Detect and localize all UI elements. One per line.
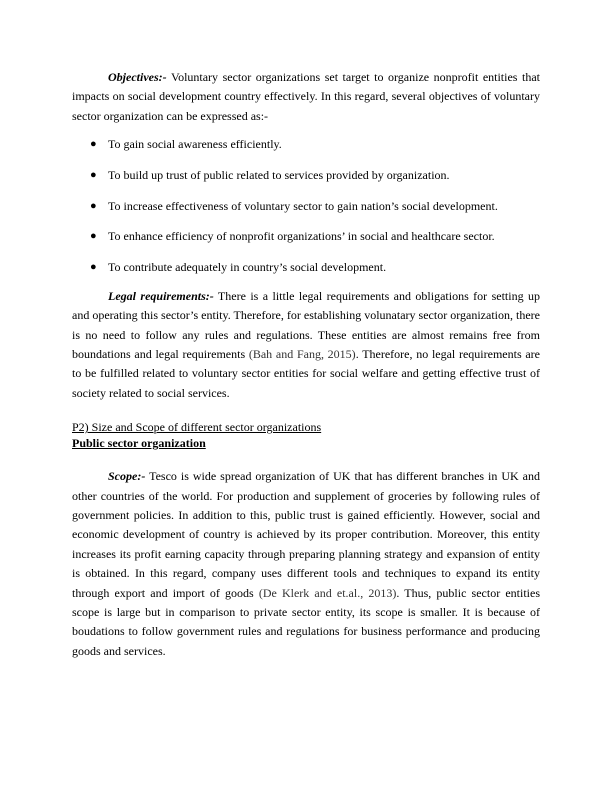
- list-item: [72, 197, 540, 216]
- objectives-text: Voluntary sector organizations set target to organize nonprofit entities that impacts on social development country effectively. In this regard, several objectives of voluntary sector organization can be expressed as:-: [72, 70, 540, 123]
- legal-citation: (Bah and Fang, 2015): [248, 346, 356, 361]
- list-item: [72, 227, 540, 246]
- legal-lead: Legal requirements:-: [108, 288, 214, 303]
- list-item-text: To increase effectiveness of voluntary sector to gain nation’s social development.: [108, 198, 498, 213]
- legal-paragraph: [72, 287, 540, 403]
- legal-text-before: There is a little legal requirements and obligations for setting up and operating this sector’s entity. Therefore, for establishing volunatary sector organization, there is no need to follow any rules and regulations. These entities are almost remains free from boundations and legal requirements: [72, 288, 540, 361]
- bullet-icon: ●: [90, 261, 97, 274]
- list-item-text: To build up trust of public related to services provided by organization.: [108, 167, 450, 182]
- list-item-text: To enhance efficiency of nonprofit organizations’ in social and healthcare sector.: [108, 229, 495, 244]
- section-heading: P2) Size and Scope of different sector organizations: [72, 420, 322, 435]
- legal-text-after: . Therefore, no legal requirements are to be fulfilled related to voluntary sector entities for social welfare and getting effective trust of society related to social services.: [72, 346, 540, 400]
- scope-text-after: . Thus, public sector entities scope is large but in comparison to private sector entity, its scope is smaller. It is because of boudations to follow government rules and regulations for business performance and producing goods and services.: [72, 585, 540, 658]
- scope-paragraph: [72, 467, 540, 661]
- list-item-text: To gain social awareness efficiently.: [108, 137, 282, 152]
- list-item: [72, 166, 540, 185]
- document-page: [72, 68, 540, 661]
- list-item: [72, 258, 540, 277]
- section-subheading: Public sector organization: [72, 436, 206, 451]
- bullet-icon: ●: [90, 168, 97, 181]
- bullet-icon: ●: [90, 230, 97, 243]
- scope-lead: Scope:-: [108, 469, 146, 484]
- scope-text-before: Tesco is wide spread organization of UK that has different branches in UK and other countries of the world. For production and supplement of groceries by following rules of government policies. In addition to this, public trust is gained efficiently. However, social and economic development of country is achieved by its proper contribution. Moreover, this entity increases its profit earning capacity through preparing planning strategy and expansion of entity is obtained. In this regard, company uses different tools and techniques to expand its entity through export and import of goods: [72, 469, 540, 600]
- objectives-paragraph: [72, 68, 540, 126]
- list-item-text: To contribute adequately in country’s social development.: [108, 260, 387, 275]
- objectives-lead: Objectives:-: [108, 70, 167, 84]
- bullet-icon: ●: [90, 199, 97, 212]
- bullet-icon: ●: [90, 138, 97, 151]
- objectives-list: [72, 135, 540, 277]
- list-item: [72, 135, 540, 154]
- scope-citation: (De Klerk and et.al., 2013): [258, 585, 397, 600]
